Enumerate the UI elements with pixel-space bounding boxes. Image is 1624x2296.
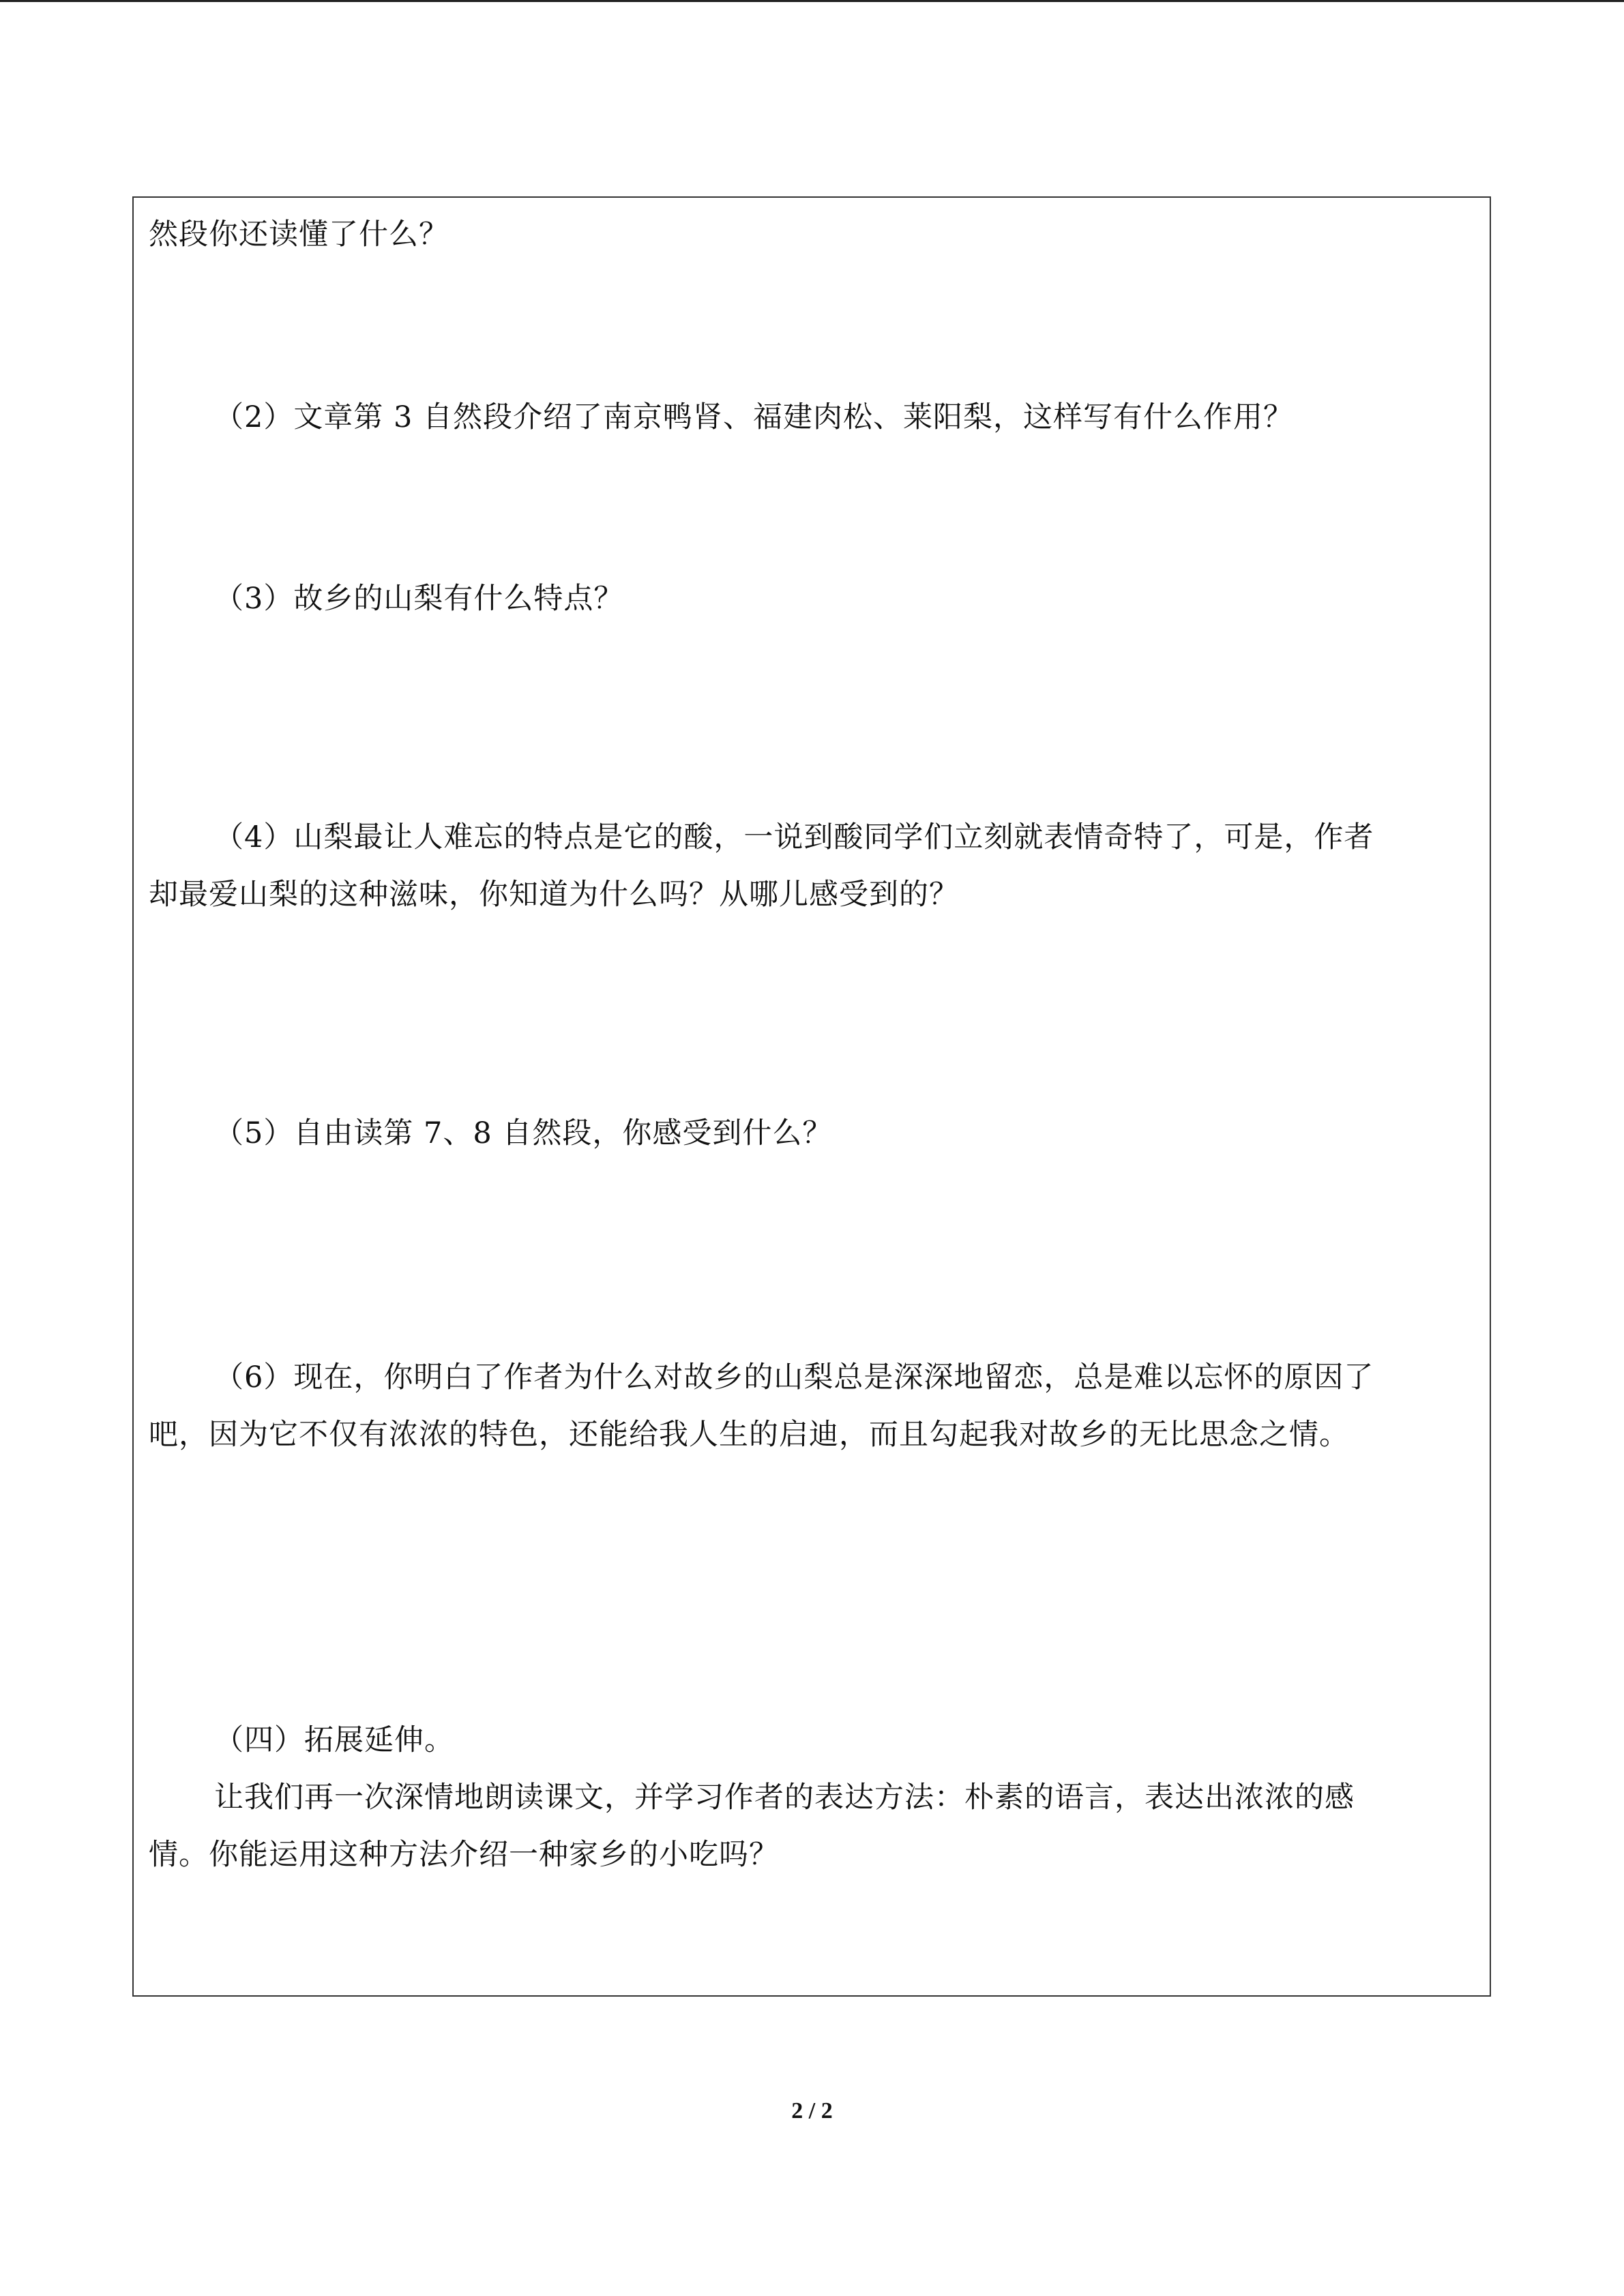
text-line-continuation: 然段你还读懂了什么？ <box>149 218 449 252</box>
section-4-heading: （四）拓展延伸。 <box>214 1723 454 1757</box>
section-4-line-2: 情。你能运用这种方法介绍一种家乡的小吃吗？ <box>149 1838 779 1872</box>
question-4-line-2: 却最爱山梨的这种滋味，你知道为什么吗？从哪儿感受到的？ <box>149 878 959 912</box>
question-6-line-1: （6）现在，你明白了作者为什么对故乡的山梨总是深深地留恋，总是难以忘怀的原因了 <box>214 1360 1374 1395</box>
section-4-line-1: 让我们再一次深情地朗读课文，并学习作者的表达方法：朴素的语言，表达出浓浓的感 <box>214 1780 1355 1815</box>
question-2: （2）文章第 3 自然段介绍了南京鸭肾、福建肉松、莱阳梨，这样写有什么作用？ <box>214 400 1294 434</box>
page-top-rule <box>0 0 1624 2</box>
question-6-line-2: 吧，因为它不仅有浓浓的特色，还能给我人生的启迪，而且勾起我对故乡的无比思念之情。 <box>149 1418 1349 1452</box>
question-5: （5）自由读第 7、8 自然段，你感受到什么？ <box>214 1116 833 1150</box>
page-number: 2 / 2 <box>791 2098 833 2123</box>
worksheet-content-box <box>132 196 1491 1997</box>
question-4-line-1: （4）山梨最让人难忘的特点是它的酸，一说到酸同学们立刻就表情奇特了，可是，作者 <box>214 820 1374 854</box>
question-3: （3）故乡的山梨有什么特点？ <box>214 582 624 616</box>
